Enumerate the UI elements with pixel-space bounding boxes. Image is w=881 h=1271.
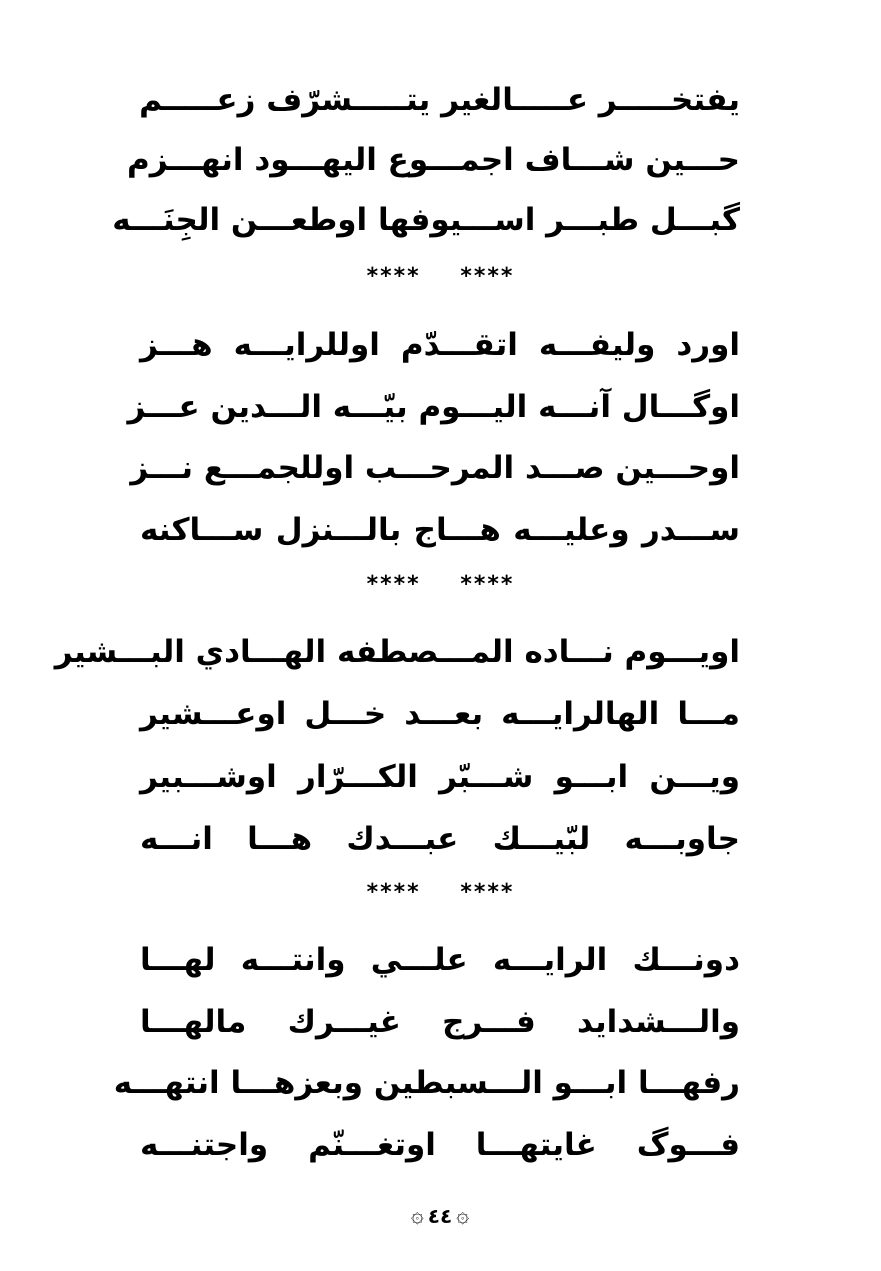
poem-line: اوگـــال آنـــه اليـــوم بيّـــه الـــدين عـــز xyxy=(127,389,740,425)
stanza-separator: **** **** xyxy=(366,880,515,905)
poem-line: اوحـــين صـــد المرحـــب اوللجمـــع نـــز xyxy=(130,450,740,486)
ornament-icon: ۞ xyxy=(456,1203,470,1228)
poem-line: ويـــن ابـــو شـــبّر الكـــرّار اوشـــبير xyxy=(140,759,740,795)
poem-line: اويـــوم نـــاده المـــصطفه الهـــادي البـــشير xyxy=(54,634,740,670)
poem-line: ســـدر وعليـــه هـــاج بالـــنزل ســـاكنه xyxy=(140,512,740,548)
poem-line: حـــين شـــاف اجمـــوع اليهـــود انهـــزم xyxy=(127,142,740,178)
poem-line: مـــا الهالرايـــه بعـــد خـــل اوعـــشير xyxy=(140,696,740,732)
poem-line: اورد وليفـــه اتقـــدّم اوللرايـــه هـــز xyxy=(140,327,740,363)
stanza-separator: **** **** xyxy=(366,572,515,597)
poem-line: يفتخـــــر عـــــالغير يتـــــشرّف زعـــــم xyxy=(139,82,740,118)
poem-line: رفهـــا ابـــو الـــسبطين وبعزهـــا انتهـــه xyxy=(113,1065,740,1101)
stanza-separator: **** **** xyxy=(366,264,515,289)
poem-line: دونـــك الرايـــه علـــي وانتـــه لهـــا xyxy=(140,942,740,978)
poem-line: گبـــل طبـــر اســـيوفها اوطعـــن الجِنَـــه xyxy=(112,202,740,238)
poem-line: فـــوگ غايتهـــا اوتغـــنّم واجتنـــه xyxy=(140,1127,740,1163)
page-number: ٤٤ xyxy=(427,1204,453,1228)
ornament-icon: ۞ xyxy=(410,1203,424,1228)
poem-line: والـــشدايد فـــرج غيـــرك مالهـــا xyxy=(140,1004,740,1040)
page-number-footer xyxy=(390,1196,490,1236)
poem-line: جاوبـــه لبّيـــك عبـــدك هـــا انـــه xyxy=(140,821,740,857)
